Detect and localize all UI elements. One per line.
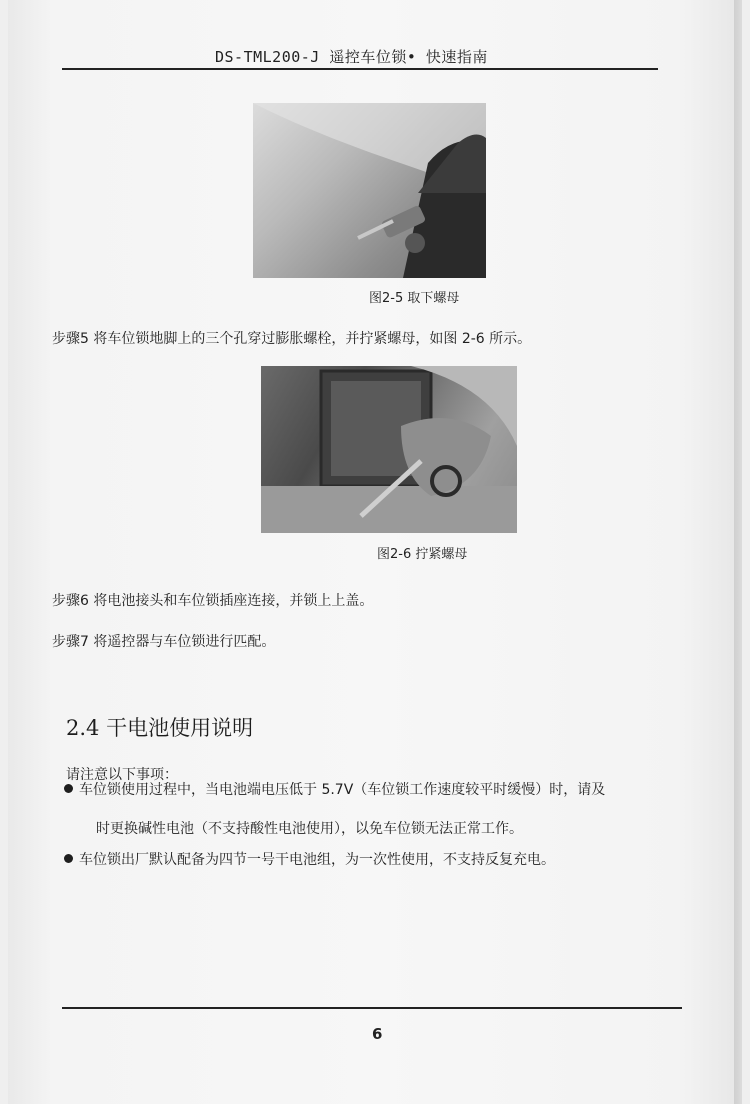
footer-rule (62, 1007, 682, 1009)
step-5-text: 将车位锁地脚上的三个孔穿过膨胀螺栓，并拧紧螺母，如图 2-6 所示。 (93, 331, 532, 347)
step-6-label: 步骤6 (52, 593, 89, 609)
bullet-dot-icon (64, 854, 73, 863)
bullet-continuation: 时更换碱性电池（不支持酸性电池使用），以免车位锁无法正常工作。 (96, 821, 523, 837)
bullet-dot-icon (64, 784, 73, 793)
step-7 (52, 631, 275, 651)
figure-2-5-photo (253, 103, 486, 278)
section-title: 2.4 干电池使用说明 (66, 716, 254, 740)
step-6 (52, 590, 373, 610)
header-title: DS-TML200-J 遥控车位锁• 快速指南 (215, 48, 488, 66)
bullet-text: 车位锁使用过程中，当电池端电压低于 5.7V（车位锁工作速度较平时缓慢）时，请及 (79, 782, 606, 798)
bullet-item (64, 777, 605, 803)
step-5 (52, 328, 531, 348)
section-note: 请注意以下事项： (66, 767, 178, 783)
bullet-item (64, 847, 555, 873)
page-edge-shadow (734, 0, 742, 1104)
step-7-label: 步骤7 (52, 634, 89, 650)
header-rule (62, 68, 658, 70)
bullet-text: 车位锁出厂默认配备为四节一号干电池组，为一次性使用，不支持反复充电。 (79, 852, 555, 868)
page-number: 6 (372, 1025, 383, 1043)
step-5-label: 步骤5 (52, 331, 89, 347)
figure-2-5-caption: 图2-5 取下螺母 (369, 291, 460, 306)
figure-2-6-caption: 图2-6 拧紧螺母 (377, 547, 468, 562)
step-7-text: 将遥控器与车位锁进行匹配。 (93, 634, 276, 650)
figure-2-6-photo (261, 366, 517, 533)
step-6-text: 将电池接头和车位锁插座连接，并锁上上盖。 (93, 593, 374, 609)
